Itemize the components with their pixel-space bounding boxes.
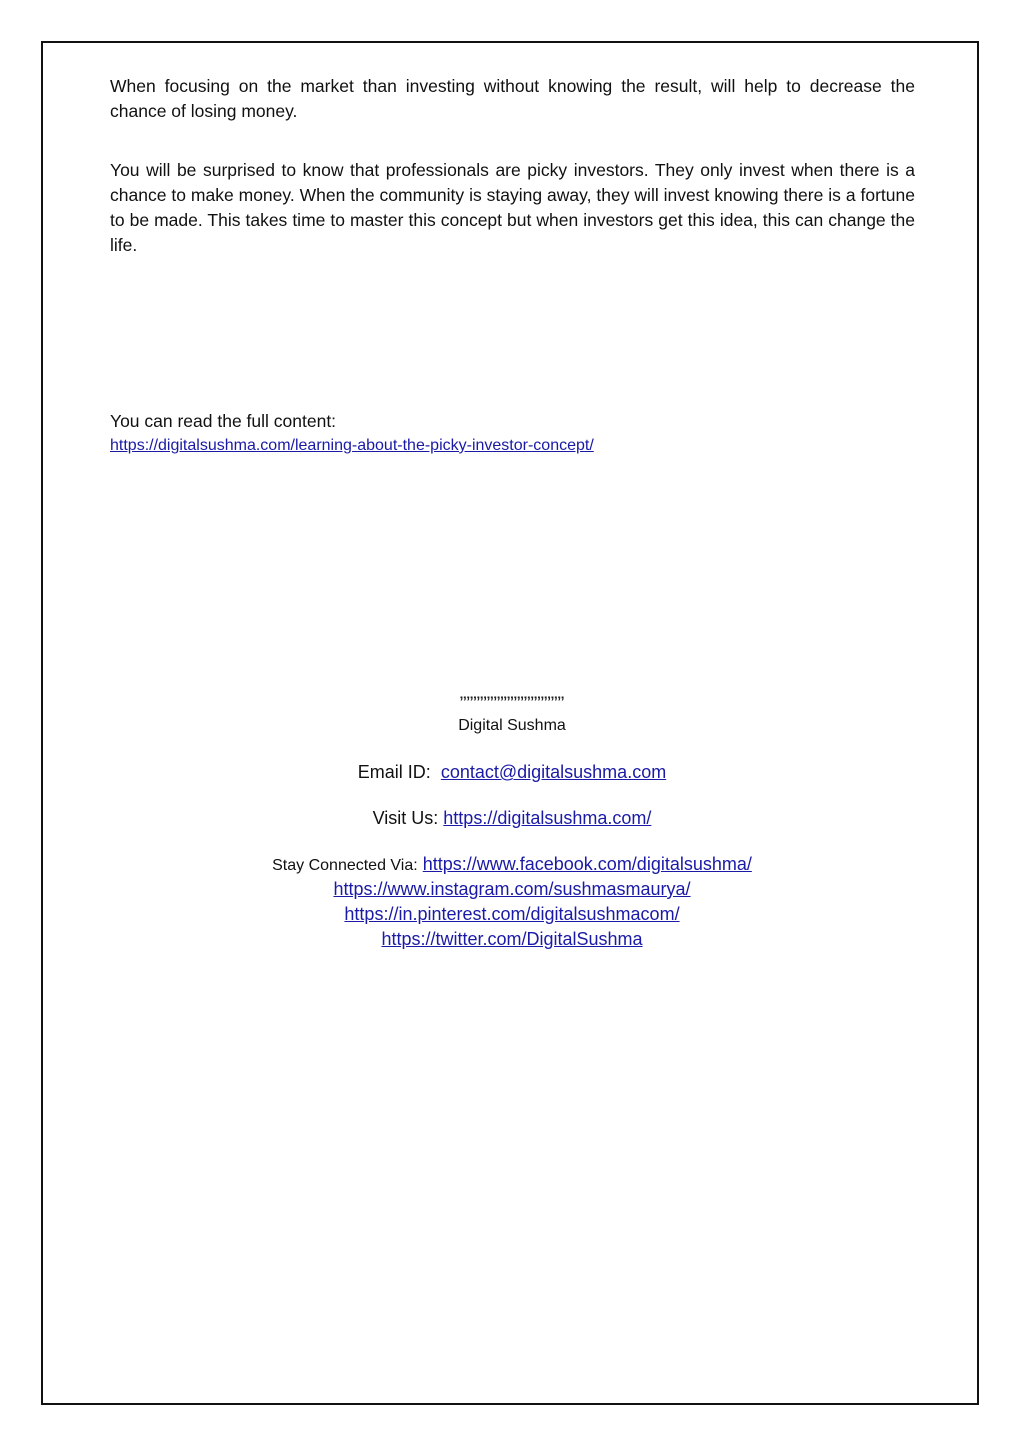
- paragraph-picky-investors: You will be surprised to know that professionals are picky investors. They only invest when there is a chance to make money. When the community is staying away, they will invest knowing there is a fortune to be made. This takes time to master this concept but when investors get this idea, this can change the life.: [110, 160, 915, 255]
- pinterest-line: [0, 904, 1024, 925]
- twitter-line: [0, 929, 1024, 950]
- paragraph-market-focus: When focusing on the market than investing without knowing the result, will help to decrease the chance of losing money.: [110, 76, 915, 121]
- website-link[interactable]: https://digitalsushma.com/: [443, 808, 652, 828]
- read-more-block: [110, 410, 915, 457]
- twitter-link[interactable]: https://twitter.com/DigitalSushma: [381, 929, 643, 949]
- full-content-link[interactable]: https://digitalsushma.com/learning-about-the-picky-investor-concept/: [110, 437, 594, 454]
- stay-connected-line: [0, 854, 1024, 875]
- email-line: [0, 762, 1024, 783]
- decorative-divider: ’’’’’’’’’’’’’’’’’’’’’’’’’’’’’’’: [459, 693, 565, 709]
- stay-connected-label: Stay Connected Via:: [272, 857, 418, 874]
- email-link[interactable]: contact@digitalsushma.com: [440, 762, 667, 782]
- instagram-link[interactable]: https://www.instagram.com/sushmasmaurya/: [333, 879, 691, 899]
- instagram-line: [0, 879, 1024, 900]
- facebook-link[interactable]: https://www.facebook.com/digitalsushma/: [422, 854, 752, 874]
- pinterest-link[interactable]: https://in.pinterest.com/digitalsushmacom/: [344, 904, 680, 924]
- brand-name: Digital Sushma: [458, 717, 566, 734]
- visit-line: [0, 808, 1024, 829]
- email-label: Email ID:: [357, 762, 431, 782]
- visit-label: Visit Us:: [372, 808, 439, 828]
- read-more-label: You can read the full content:: [110, 411, 337, 431]
